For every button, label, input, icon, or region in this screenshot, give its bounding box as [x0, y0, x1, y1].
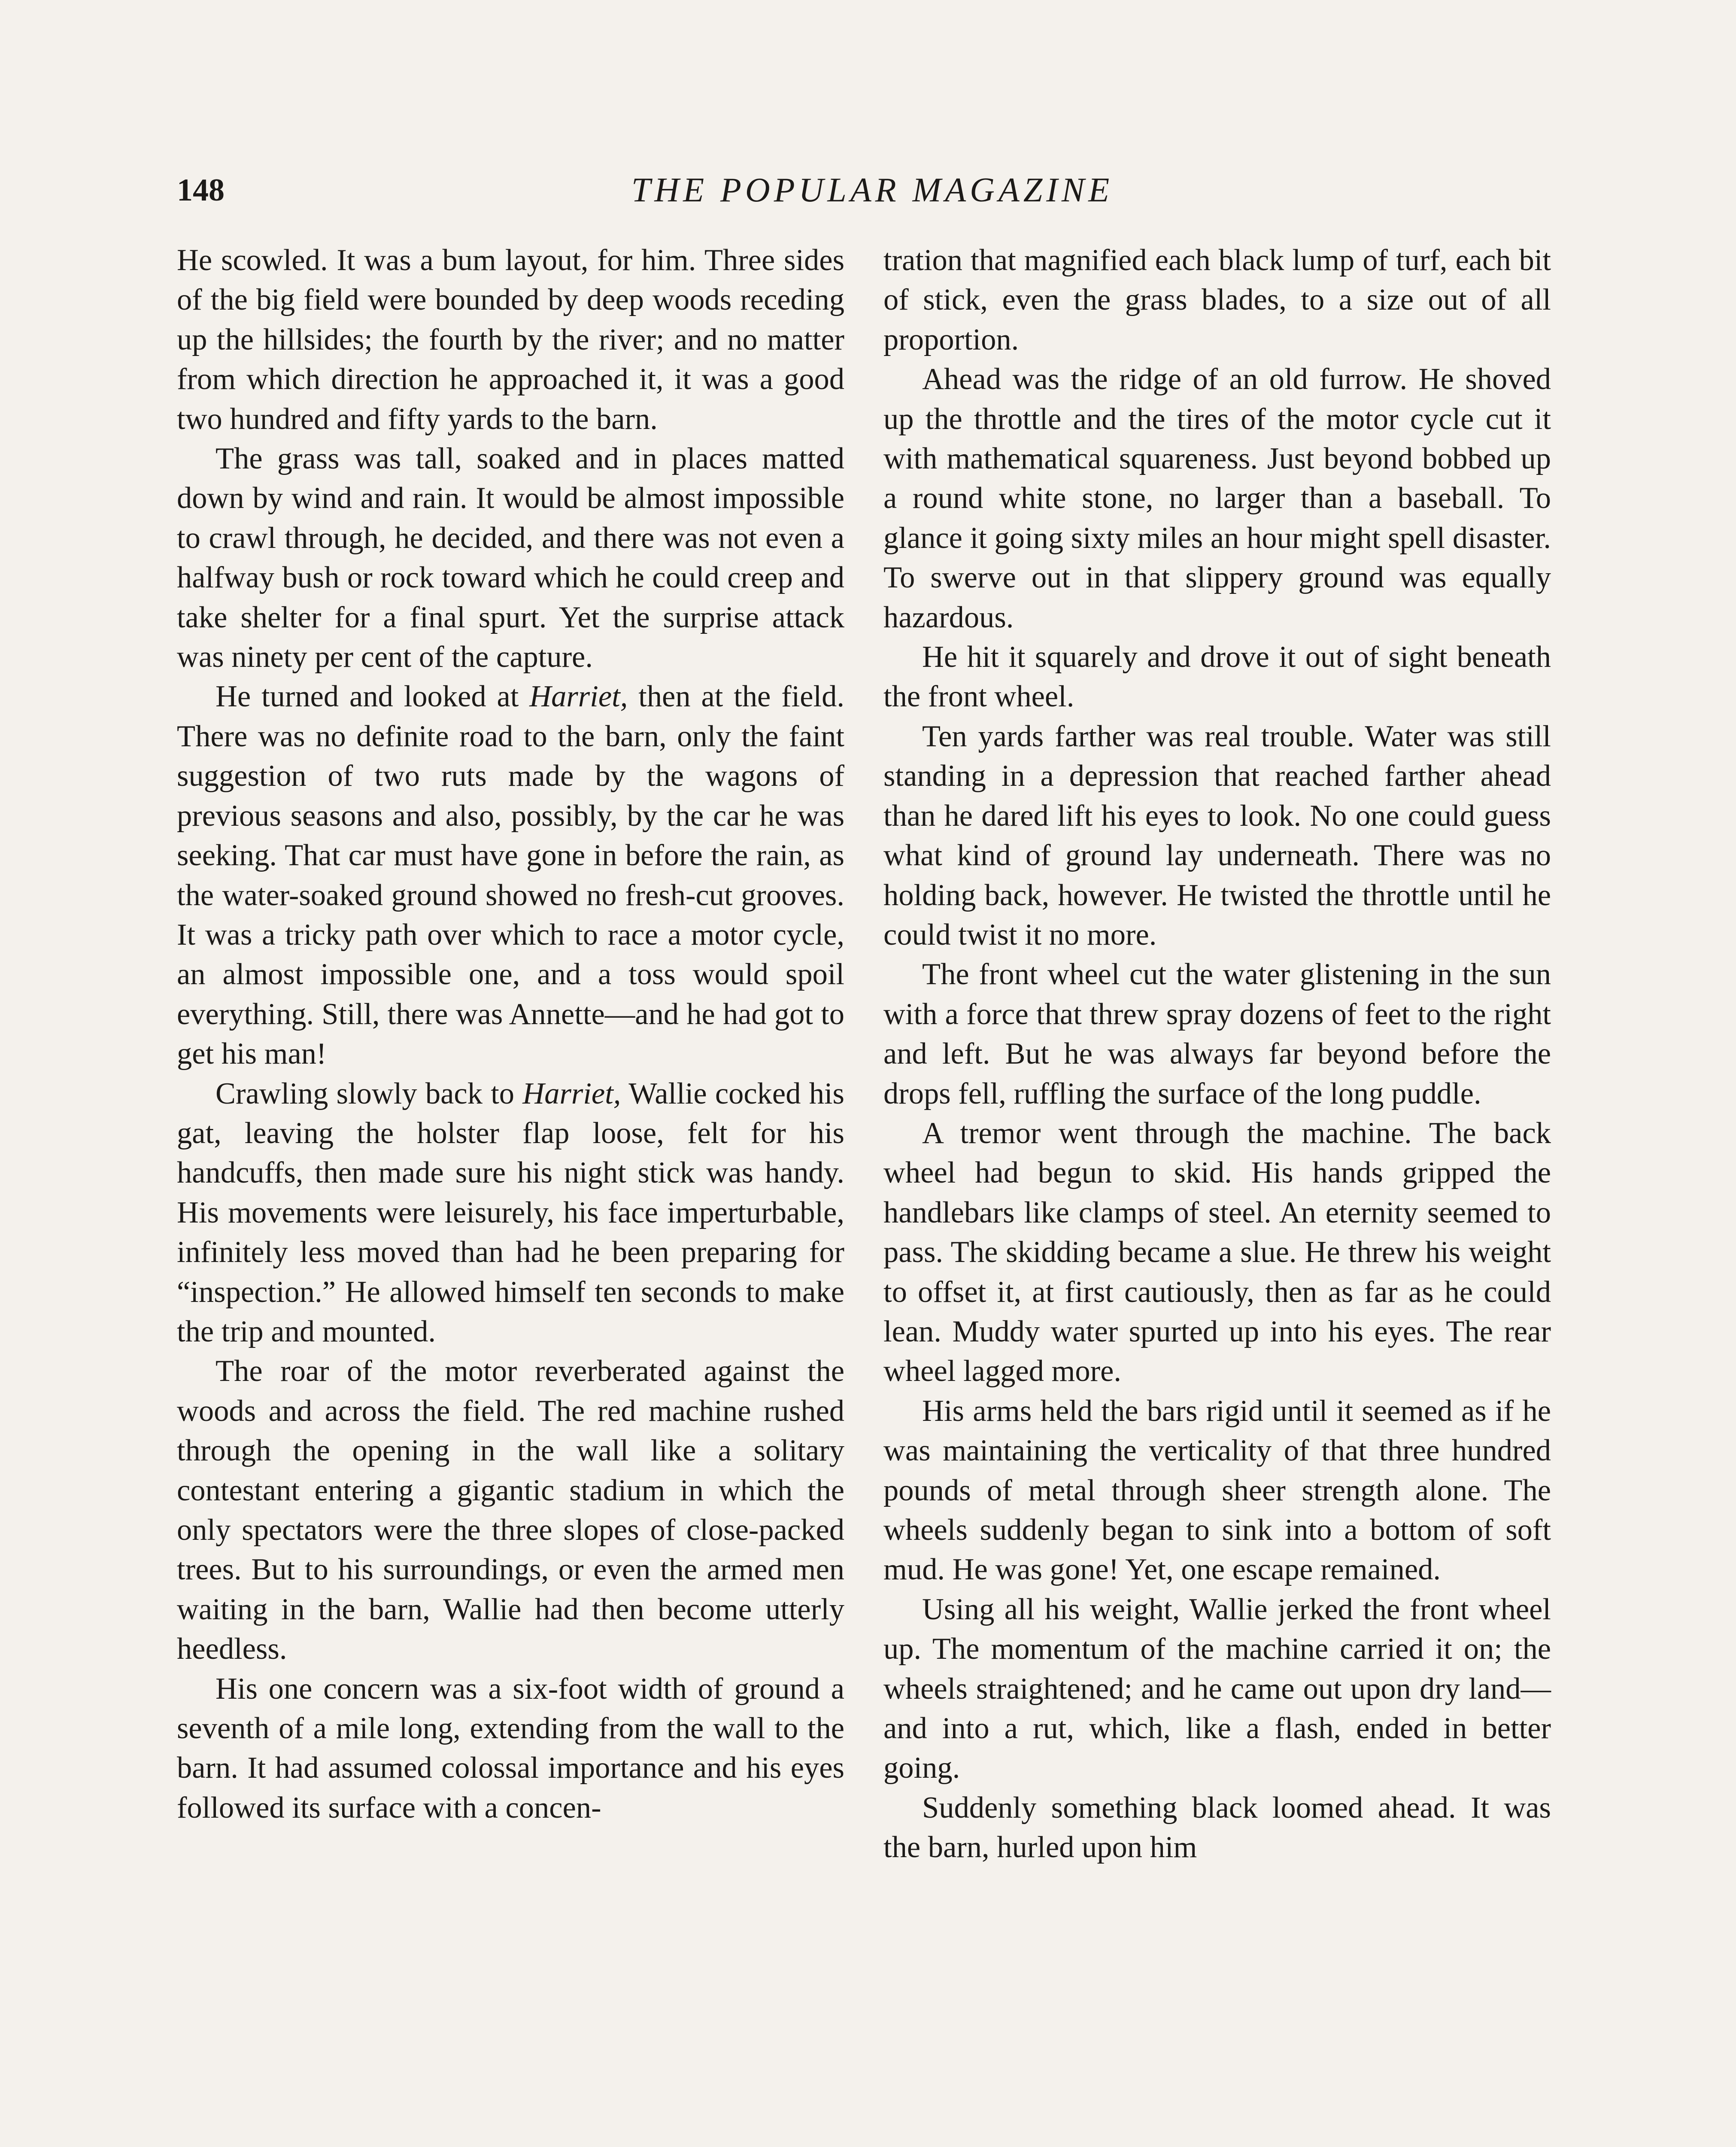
- paragraph: The roar of the motor reverberated against the woods and across the field. The red machine rushed through the opening in the wall like a solitary contestant entering a gigantic stadium in which the only spectators were the three slopes of close-packed trees. But to his surroundings, or even the armed men waiting in the barn, Wallie had then become utterly heedless.: [177, 1354, 844, 1666]
- paragraph: [177, 1074, 844, 1352]
- text-run: He turned and looked at: [215, 680, 530, 714]
- paragraph: The grass was tall, soaked and in places matted down by wind and rain. It would be almost impossible to crawl through, he decided, and there was not even a halfway bush or rock toward which he could creep and take shelter for a final spurt. Yet the surprise attack was ninety per cent of the capture.: [177, 442, 844, 674]
- italic-name: Harriet,: [529, 680, 628, 714]
- paragraph: The front wheel cut the water glistening in the sun with a force that threw spray dozens of feet to the right and left. But he was always far beyond before the drops fell, ruffling the surface of the long puddle.: [883, 958, 1551, 1110]
- paragraph: [177, 677, 844, 1074]
- paragraph: His one concern was a six-foot width of ground a seventh of a mile long, extending from the wall to the barn. It had assumed colossal importance and his eyes followed its surface with a concen-: [177, 1672, 844, 1825]
- paragraph: Suddenly something black loomed ahead. It was the barn, hurled upon him: [883, 1791, 1551, 1864]
- italic-name: Harriet,: [522, 1077, 621, 1110]
- paragraph: Ten yards farther was real trouble. Water was still standing in a depression that reached farther ahead than he dared lift his eyes to look. No one could guess what kind of ground lay underneath. There was no holding back, however. He twisted the throttle until he could twist it no more.: [883, 719, 1551, 952]
- text-run: Wallie cocked his gat, leaving the holster flap loose, felt for his handcuffs, then made sure his night stick was handy. His movements were leisurely, his face imperturbable, infinitely less moved than had he been preparing for “inspection.” He allowed himself ten seconds to make the trip and mounted.: [177, 1077, 844, 1348]
- running-title: THE POPULAR MAGAZINE: [631, 171, 1114, 209]
- left-column: [177, 240, 844, 1828]
- right-column: [883, 240, 1551, 1867]
- text-run: Crawling slowly back to: [215, 1077, 523, 1110]
- page-header: [177, 167, 1568, 214]
- paragraph: Using all his weight, Wallie jerked the front wheel up. The momentum of the machine carried it on; the wheels straightened; and he came out upon dry land—and into a rut, which, like a flash, ended in better going.: [883, 1592, 1551, 1785]
- page-number: 148: [177, 173, 225, 208]
- paragraph: He scowled. It was a bum layout, for him. Three sides of the big field were bounded by deep woods receding up the hillsides; the fourth by the river; and no matter from which direction he approached it, it was a good two hundred and fifty yards to the barn.: [177, 243, 844, 436]
- paragraph: Ahead was the ridge of an old furrow. He shoved up the throttle and the tires of the motor cycle cut it with mathematical squareness. Just beyond bobbed up a round white stone, no larger than a baseball. To glance it going sixty miles an hour might spell disaster. To swerve out in that slippery ground was equally hazardous.: [883, 362, 1551, 634]
- paragraph: A tremor went through the machine. The back wheel had begun to skid. His hands gripped the handlebars like clamps of steel. An eternity seemed to pass. The skidding became a slue. He threw his weight to offset it, at first cautiously, then as far as he could lean. Muddy water spurted up into his eyes. The rear wheel lagged more.: [883, 1116, 1551, 1388]
- paragraph: tration that magnified each black lump of turf, each bit of stick, even the grass blades, to a size out of all proportion.: [883, 243, 1551, 356]
- paragraph: His arms held the bars rigid until it seemed as if he was maintaining the verticality of that three hundred pounds of metal through sheer strength alone. The wheels suddenly began to sink into a bottom of soft mud. He was gone! Yet, one escape remained.: [883, 1394, 1551, 1587]
- paragraph: He hit it squarely and drove it out of sight beneath the front wheel.: [883, 640, 1551, 714]
- text-run: then at the field. There was no definite road to the barn, only the faint suggestion of two ruts made by the wagons of previous seasons and also, possibly, by the car he was seeking. That car must have gone in before the rain, as the water-soaked ground showed no fresh-cut grooves. It was a tricky path over which to race a motor cycle, an almost impossible one, and a toss would spoil everything. Still, there was Annette—and he had got to get his man!: [177, 680, 845, 1071]
